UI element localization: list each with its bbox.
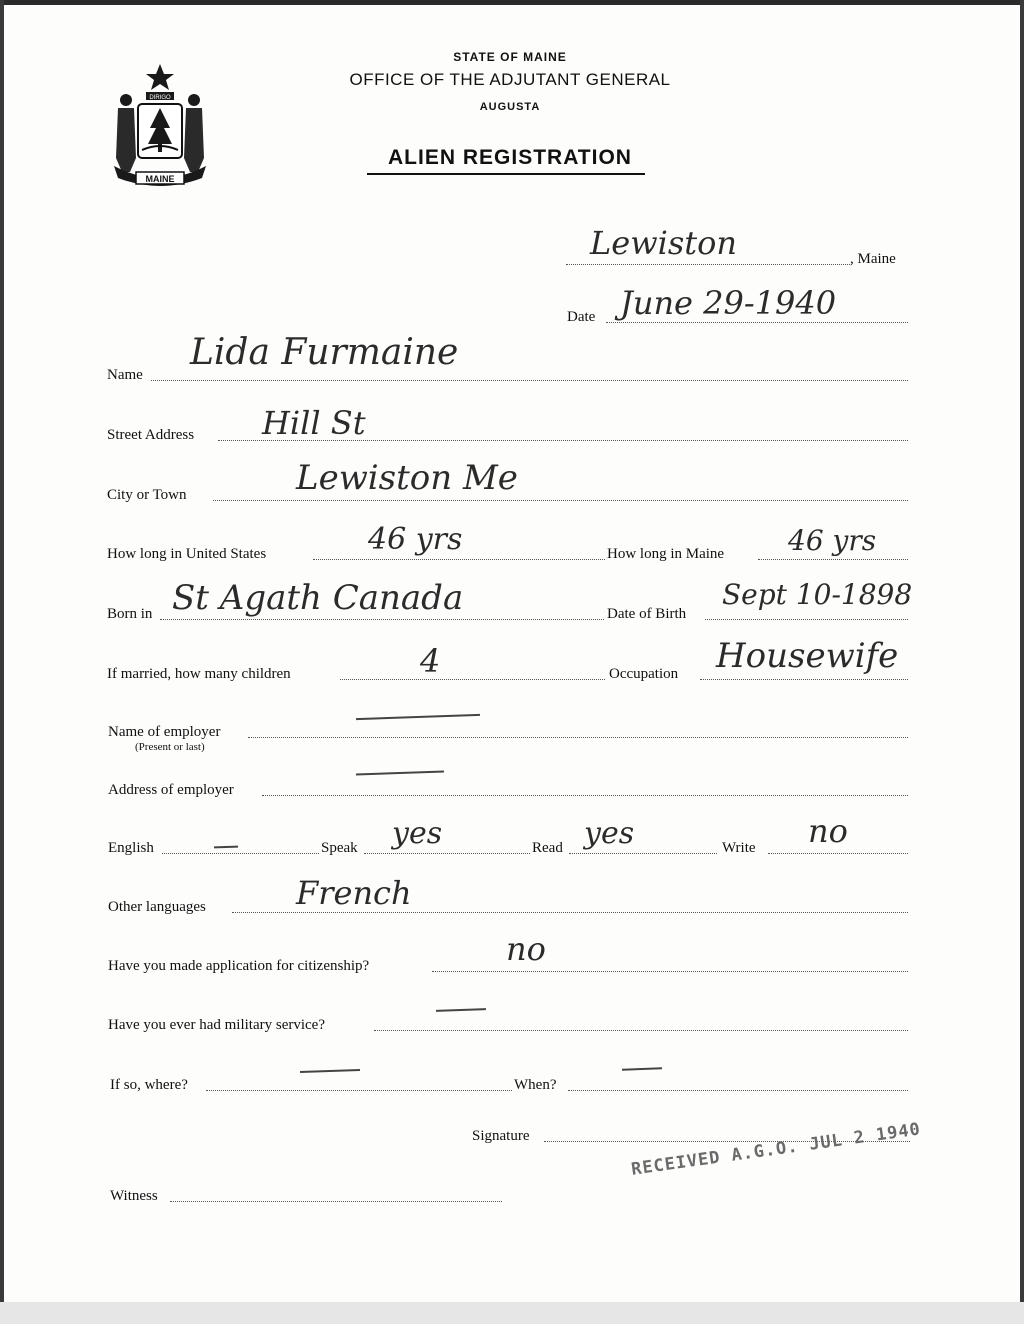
date-label: Date [567,309,596,325]
how-long-us-line [313,559,605,560]
english-label: English [108,840,154,856]
date-line [606,322,908,323]
children-label: If married, how many children [107,666,291,682]
scan-edge-top [0,0,1024,5]
children-line [340,679,605,680]
where-line [206,1090,512,1091]
name-label: Name [107,367,143,383]
city-line [213,500,908,501]
scan-edge-left [0,0,4,1324]
how-long-maine-value: 46 yrs [788,524,877,557]
english-line [162,853,319,854]
witness-line [170,1201,502,1202]
street-address-value: Hill St [262,404,366,442]
employer-address-dash [356,770,444,775]
employer-label: Name of employer [108,724,221,740]
employer-dash [356,714,480,720]
scan-edge-bottom [0,1302,1024,1324]
military-dash [436,1008,486,1012]
born-in-line [160,619,604,620]
occupation-value: Housewife [716,636,899,676]
date-value: June 29-1940 [620,284,837,322]
dob-label: Date of Birth [607,606,687,622]
citizenship-value: no [506,930,546,968]
speak-line [364,853,530,854]
where-dash [300,1069,360,1073]
header-state: STATE OF MAINE [453,50,567,64]
city-label: City or Town [107,487,187,503]
occupation-line [700,679,908,680]
citizenship-label: Have you made application for citizenship? [108,958,370,974]
witness-label: Witness [110,1188,158,1204]
maine-label: , Maine [850,251,896,267]
employer-sublabel: (Present or last) [135,741,205,753]
write-line [768,853,908,854]
svg-text:DIRIGO: DIRIGO [149,95,171,101]
header-office: OFFICE OF THE ADJUTANT GENERAL [349,70,671,89]
header-city: AUGUSTA [479,101,541,113]
city-value: Lewiston Me [296,458,518,498]
name-line [151,380,908,381]
english-dash [214,846,238,849]
received-stamp: RECEIVED A.G.O. JUL 2 1940 [630,1119,923,1180]
military-line [374,1030,908,1031]
born-in-label: Born in [107,606,153,622]
page-title: ALIEN REGISTRATION [388,146,632,169]
read-label: Read [532,840,563,856]
military-label: Have you ever had military service? [108,1017,325,1033]
speak-value: yes [392,816,443,851]
place-line [566,264,850,265]
how-long-us-value: 46 yrs [368,522,463,557]
how-long-maine-line [758,559,908,560]
employer-address-label: Address of employer [108,782,234,798]
name-value: Lida Furmaine [190,332,459,373]
dob-value: Sept 10-1898 [722,578,913,611]
title-underline [367,173,645,175]
speak-label: Speak [321,840,358,856]
other-languages-line [232,912,908,913]
place-value: Lewiston [590,224,737,262]
maine-state-seal-icon [106,62,214,190]
when-line [568,1090,908,1091]
when-label: When? [514,1077,557,1093]
signature-label: Signature [472,1128,530,1144]
dob-line [705,619,908,620]
scan-edge-right [1020,0,1024,1324]
read-line [569,853,717,854]
other-languages-value: French [296,874,412,912]
citizenship-line [432,971,908,972]
street-address-label: Street Address [107,427,195,443]
occupation-label: Occupation [609,666,679,682]
other-languages-label: Other languages [108,899,206,915]
employer-address-line [262,795,908,796]
when-dash [622,1067,662,1070]
employer-line [248,737,908,738]
svg-text:MAINE: MAINE [145,174,175,184]
how-long-maine-label: How long in Maine [607,546,725,562]
children-value: 4 [420,642,441,680]
where-label: If so, where? [110,1077,188,1093]
read-value: yes [584,816,635,851]
how-long-us-label: How long in United States [107,546,267,562]
write-value: no [808,812,848,850]
born-in-value: St Agath Canada [172,578,464,618]
write-label: Write [722,840,756,856]
